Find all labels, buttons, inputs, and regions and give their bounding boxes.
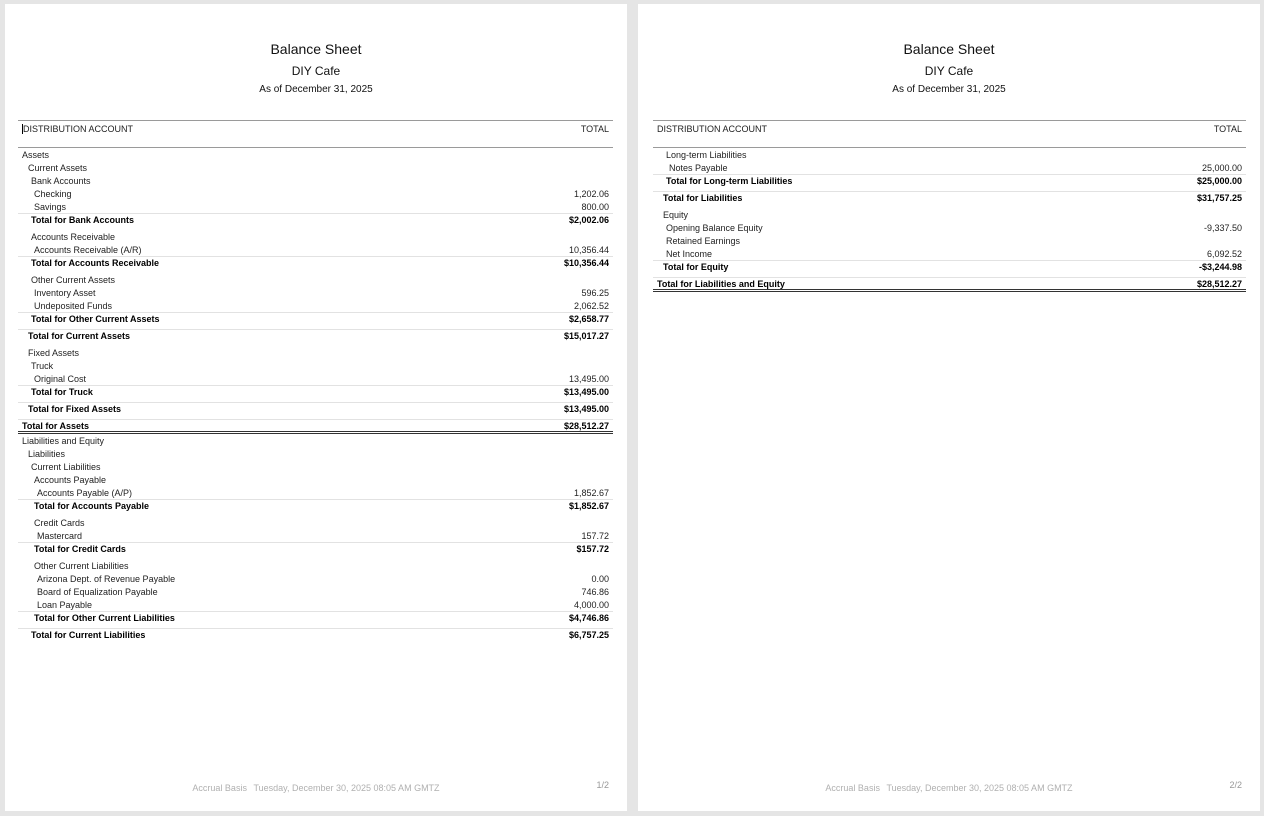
account-row: [653, 148, 1246, 161]
account-label: Notes Payable: [669, 162, 728, 173]
account-amount: $1,852.67: [568, 501, 609, 511]
account-amount: $25,000.00: [1196, 176, 1242, 186]
report-title: Balance Sheet: [270, 41, 362, 57]
account-label: Arizona Dept. of Revenue Payable: [37, 573, 176, 584]
account-label: Long-term Liabilities: [666, 149, 747, 160]
account-amount: 1,852.67: [573, 487, 609, 498]
report-footer: [638, 783, 1260, 793]
account-amount: -9,337.50: [1203, 222, 1242, 233]
total-row: [18, 542, 613, 555]
account-row: [18, 243, 613, 256]
total-row: [653, 174, 1246, 187]
company-name: DIY Cafe: [291, 64, 341, 78]
total-row: [18, 329, 613, 342]
account-amount: $157.72: [576, 544, 609, 554]
account-row: [653, 208, 1246, 221]
report-title: Balance Sheet: [903, 41, 995, 57]
account-row: [18, 598, 613, 611]
company-name: DIY Cafe: [924, 64, 974, 78]
account-row: [18, 273, 613, 286]
account-label: Accounts Receivable: [31, 231, 116, 242]
account-amount: 2,062.52: [573, 300, 609, 311]
footer-basis: Accrual Basis: [192, 783, 247, 793]
account-label: Total for Accounts Receivable: [31, 258, 160, 268]
account-label: Total for Bank Accounts: [31, 215, 135, 225]
total-row: [18, 312, 613, 325]
account-amount: 1,202.06: [573, 188, 609, 199]
account-row: [18, 516, 613, 529]
account-label: Total for Current Liabilities: [31, 630, 146, 640]
footer-generated: Tuesday, December 30, 2025 08:05 AM GMTZ: [886, 783, 1073, 793]
page-number: 1/2: [596, 780, 609, 790]
report-footer: [5, 783, 627, 793]
account-amount: 6,092.52: [1206, 248, 1242, 259]
account-row: [18, 460, 613, 473]
account-label: Loan Payable: [37, 599, 93, 610]
account-row: [18, 529, 613, 542]
account-label: Credit Cards: [34, 517, 85, 528]
account-row: [653, 221, 1246, 234]
total-row: [653, 277, 1246, 292]
account-label: Assets: [22, 149, 50, 160]
account-row: [18, 346, 613, 359]
total-row: [653, 191, 1246, 204]
column-header-account: DISTRIBUTION ACCOUNT: [23, 124, 134, 134]
account-amount: 157.72: [581, 530, 609, 541]
account-label: Other Current Liabilities: [34, 560, 129, 571]
account-amount: 746.86: [581, 586, 609, 597]
account-label: Accounts Payable: [34, 474, 107, 485]
report-rows: [18, 148, 613, 641]
account-label: Mastercard: [37, 530, 83, 541]
account-amount: $2,658.77: [568, 314, 609, 324]
account-amount: 800.00: [581, 201, 609, 212]
account-row: [18, 174, 613, 187]
account-row: [653, 234, 1246, 247]
account-label: Total for Other Current Assets: [31, 314, 160, 324]
account-row: [18, 559, 613, 572]
report-table: [18, 120, 613, 641]
account-amount: 13,495.00: [568, 373, 609, 384]
account-amount: $6,757.25: [568, 630, 609, 640]
account-amount: $28,512.27: [1196, 278, 1242, 289]
total-row: [18, 628, 613, 641]
account-row: [18, 486, 613, 499]
account-row: [18, 372, 613, 385]
column-header-total: TOTAL: [1213, 124, 1242, 134]
total-row: [18, 385, 613, 398]
total-row: [18, 402, 613, 415]
account-row: [18, 434, 613, 447]
account-label: Net Income: [666, 248, 713, 259]
account-row: [18, 161, 613, 174]
account-label: Equity: [663, 209, 689, 220]
account-label: Total for Current Assets: [28, 331, 131, 341]
account-label: Total for Equity: [663, 262, 729, 272]
column-header-account: DISTRIBUTION ACCOUNT: [657, 124, 768, 134]
account-row: [18, 359, 613, 372]
column-header-row: [653, 120, 1246, 148]
report-date: As of December 31, 2025: [259, 84, 373, 95]
account-label: Savings: [34, 201, 67, 212]
account-label: Total for Liabilities and Equity: [657, 278, 785, 289]
account-amount: 596.25: [581, 287, 609, 298]
account-label: Original Cost: [34, 373, 87, 384]
account-amount: $15,017.27: [563, 331, 609, 341]
account-row: [18, 230, 613, 243]
account-label: Total for Other Current Liabilities: [34, 613, 175, 623]
account-row: [18, 572, 613, 585]
account-row: [18, 585, 613, 598]
report-page-1: [5, 4, 627, 811]
account-label: Current Liabilities: [31, 461, 101, 472]
account-label: Inventory Asset: [34, 287, 96, 298]
report-page-2: [638, 4, 1260, 811]
account-label: Liabilities: [28, 448, 66, 459]
account-label: Bank Accounts: [31, 175, 91, 186]
account-label: Total for Accounts Payable: [34, 501, 150, 511]
account-label: Retained Earnings: [666, 235, 741, 246]
account-row: [18, 187, 613, 200]
account-label: Fixed Assets: [28, 347, 80, 358]
account-row: [653, 161, 1246, 174]
account-label: Opening Balance Equity: [666, 222, 763, 233]
account-row: [18, 299, 613, 312]
account-label: Accounts Receivable (A/R): [34, 244, 142, 255]
account-amount: 25,000.00: [1201, 162, 1242, 173]
account-row: [18, 447, 613, 460]
account-row: [18, 148, 613, 161]
footer-generated: Tuesday, December 30, 2025 08:05 AM GMTZ: [253, 783, 440, 793]
account-label: Board of Equalization Payable: [37, 586, 158, 597]
account-label: Undeposited Funds: [34, 300, 113, 311]
account-label: Total for Assets: [22, 420, 90, 431]
total-row: [18, 256, 613, 269]
account-row: [18, 473, 613, 486]
account-amount: $2,002.06: [568, 215, 609, 225]
report-rows: [653, 148, 1246, 292]
account-row: [18, 200, 613, 213]
account-amount: $28,512.27: [563, 420, 609, 431]
column-header-total: TOTAL: [580, 124, 609, 134]
total-row: [18, 611, 613, 624]
account-label: Current Assets: [28, 162, 88, 173]
account-label: Total for Liabilities: [663, 193, 743, 203]
total-row: [18, 419, 613, 434]
account-label: Total for Credit Cards: [34, 544, 126, 554]
account-label: Other Current Assets: [31, 274, 116, 285]
account-amount: $31,757.25: [1196, 193, 1242, 203]
account-amount: 0.00: [591, 573, 609, 584]
footer-basis: Accrual Basis: [825, 783, 880, 793]
account-row: [18, 286, 613, 299]
account-amount: 4,000.00: [573, 599, 609, 610]
total-row: [653, 260, 1246, 273]
account-label: Total for Long-term Liabilities: [666, 176, 793, 186]
account-amount: 10,356.44: [568, 244, 609, 255]
report-table: [653, 120, 1246, 292]
account-amount: -$3,244.98: [1198, 262, 1242, 272]
account-label: Accounts Payable (A/P): [37, 487, 133, 498]
account-label: Checking: [34, 188, 72, 199]
total-row: [18, 213, 613, 226]
page-number: 2/2: [1229, 780, 1242, 790]
account-label: Total for Truck: [31, 387, 93, 397]
total-row: [18, 499, 613, 512]
account-amount: $13,495.00: [563, 404, 609, 414]
report-date: As of December 31, 2025: [892, 84, 1006, 95]
account-label: Truck: [31, 360, 54, 371]
column-header-row: [18, 120, 613, 148]
account-row: [653, 247, 1246, 260]
account-label: Total for Fixed Assets: [28, 404, 122, 414]
account-amount: $13,495.00: [563, 387, 609, 397]
account-amount: $10,356.44: [563, 258, 609, 268]
account-amount: $4,746.86: [568, 613, 609, 623]
account-label: Liabilities and Equity: [22, 435, 105, 446]
